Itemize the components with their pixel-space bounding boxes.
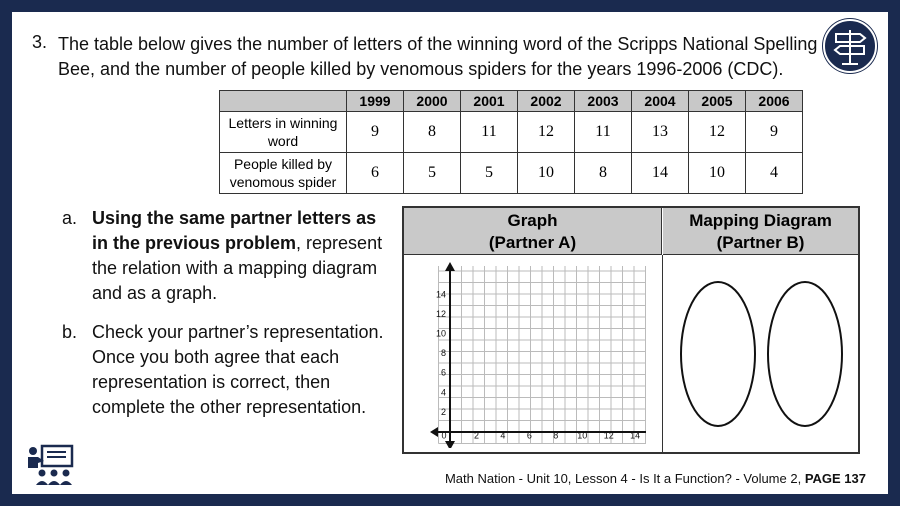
y-axis-arrow-icon: [445, 262, 455, 271]
footer: [445, 471, 866, 486]
table-row: [220, 112, 803, 153]
x-tick-label: 0: [441, 430, 447, 441]
y-tick-label: 14: [435, 289, 446, 300]
table-cell: 9: [347, 112, 404, 153]
table-cell: 14: [632, 153, 689, 194]
graph-header-title: Graph: [507, 211, 558, 230]
table-cell: 10: [689, 153, 746, 194]
table-cell: 8: [575, 153, 632, 194]
mapping-header: [663, 208, 858, 255]
mapping-header-title: Mapping Diagram: [689, 211, 832, 230]
x-tick-label: 4: [500, 430, 506, 441]
slide: [12, 12, 888, 494]
year-header: 2003: [575, 91, 632, 112]
footer-page: PAGE 137: [804, 471, 866, 486]
table-cell: 5: [404, 153, 461, 194]
table-cell: 12: [518, 112, 575, 153]
table-cell: 8: [404, 112, 461, 153]
y-tick-label: 10: [435, 328, 446, 339]
table-cell: 9: [746, 112, 803, 153]
table-cell: 11: [575, 112, 632, 153]
presenter-icon: [26, 444, 76, 486]
y-tick-label: 2: [440, 406, 446, 417]
x-tick-label: 2: [473, 430, 479, 441]
part-a-rest-text: , represent the relation with a mapping diagram and as a graph.: [92, 233, 383, 303]
question-parts: [62, 206, 392, 434]
row-label: People killed by venomous spider: [220, 153, 347, 194]
blank-coordinate-grid[interactable]: [418, 262, 646, 448]
table-cell: 10: [518, 153, 575, 194]
year-header: 2001: [461, 91, 518, 112]
question-text: The table below gives the number of letters of the winning word of the Scripps National Spelling Bee, and the number of people killed by venomous spiders for the years 1996-2006 (CDC).: [58, 34, 818, 79]
year-header: 1999: [347, 91, 404, 112]
y-tick-label: 8: [440, 348, 446, 359]
year-header: 2006: [746, 91, 803, 112]
table-header-row: [220, 91, 803, 112]
mapping-header-subtitle: (Partner B): [716, 233, 805, 252]
part-a-bold-text: Using the same partner letters as in the previous problem: [92, 208, 377, 253]
x-tick-label: 10: [577, 430, 588, 441]
table-corner-cell: [220, 91, 347, 112]
work-panel: [402, 206, 860, 454]
x-tick-label: 8: [553, 430, 559, 441]
y-tick-label: 12: [435, 309, 446, 320]
part-b-text: Check your partner’s representation. Once you both agree that each representation is correct, then complete the other representation.: [92, 322, 384, 417]
table-cell: 11: [461, 112, 518, 153]
table-cell: 12: [689, 112, 746, 153]
y-axis-arrow-icon: [445, 441, 455, 448]
year-header: 2000: [404, 91, 461, 112]
x-tick-label: 12: [603, 430, 614, 441]
domain-oval[interactable]: [681, 282, 755, 426]
signpost-logo-icon: [822, 18, 878, 74]
y-tick-label: 6: [440, 367, 446, 378]
row-label: Letters in winning word: [220, 112, 347, 153]
x-tick-label: 6: [526, 430, 532, 441]
part-a-text: [92, 206, 392, 306]
x-axis-arrow-icon: [430, 427, 438, 437]
question-number: 3.: [32, 32, 48, 52]
graph-header: [404, 208, 662, 255]
part-a-label: a.: [62, 208, 78, 228]
graph-header-subtitle: (Partner A): [488, 233, 577, 252]
year-header: 2002: [518, 91, 575, 112]
x-tick-label: 14: [630, 430, 641, 441]
part-a: [62, 206, 392, 306]
table-cell: 5: [461, 153, 518, 194]
part-b-label: b.: [62, 322, 78, 342]
range-oval[interactable]: [768, 282, 842, 426]
panel-divider: [662, 255, 663, 452]
footer-text: Math Nation - Unit 10, Lesson 4 - Is It a Function? - Volume 2,: [444, 471, 805, 486]
year-header: 2005: [689, 91, 746, 112]
y-tick-label: 4: [440, 387, 446, 398]
mapping-diagram[interactable]: [668, 260, 858, 450]
year-header: 2004: [632, 91, 689, 112]
data-table: [219, 90, 803, 194]
table-cell: 4: [746, 153, 803, 194]
table-cell: 13: [632, 112, 689, 153]
table-row: [220, 153, 803, 194]
part-b: [62, 320, 392, 420]
table-cell: 6: [347, 153, 404, 194]
